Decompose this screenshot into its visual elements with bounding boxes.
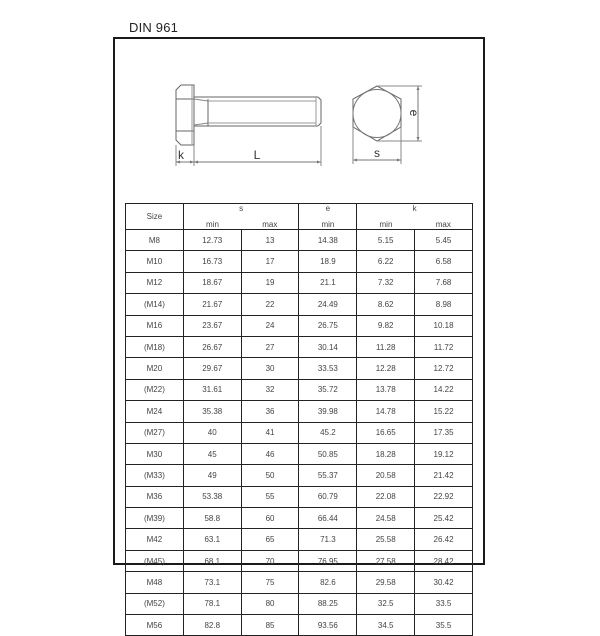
cell-size: M48 [126, 572, 184, 593]
cell-size: (M33) [126, 465, 184, 486]
table-header-row-1 [126, 204, 473, 218]
cell-s-min: 58.8 [183, 508, 241, 529]
cell-s-max: 19 [241, 272, 299, 293]
cell-k-min: 8.62 [357, 294, 415, 315]
cell-e-min: 60.79 [299, 486, 357, 507]
cell-k-min: 32.5 [357, 593, 415, 614]
cell-size: M36 [126, 486, 184, 507]
cell-k-min: 14.78 [357, 401, 415, 422]
cell-s-min: 35.38 [183, 401, 241, 422]
cell-k-min: 27.58 [357, 550, 415, 571]
header-s-min: min [183, 217, 241, 230]
table-row [126, 379, 473, 400]
cell-e-min: 21.1 [299, 272, 357, 293]
cell-s-max: 41 [241, 422, 299, 443]
header-k-min: min [357, 217, 415, 230]
cell-s-min: 68.1 [183, 550, 241, 571]
cell-k-max: 35.5 [435, 620, 452, 630]
table-row [126, 315, 473, 336]
table-row [126, 251, 473, 272]
cell-e-min: 45.2 [299, 422, 357, 443]
cell-e-min: 50.85 [299, 443, 357, 464]
cell-s-min: 18.67 [183, 272, 241, 293]
cell-e-min: 39.98 [299, 401, 357, 422]
cell-k-max: 6.58 [415, 251, 473, 272]
cell-s-min: 29.67 [183, 358, 241, 379]
cell-size: (M18) [126, 336, 184, 357]
header-k: k [412, 204, 417, 213]
table-row [126, 230, 473, 251]
cell-size: M8 [126, 230, 184, 251]
cell-k-max: 30.42 [415, 572, 473, 593]
cell-e-min: 18.9 [299, 251, 357, 272]
cell-s-min: 16.73 [183, 251, 241, 272]
cell-size: M56 [126, 615, 184, 636]
cell-s-max: 60 [241, 508, 299, 529]
cell-s-max: 27 [241, 336, 299, 357]
header-e: e [299, 204, 357, 218]
cell-k-max: 25.42 [415, 508, 473, 529]
table-row [126, 294, 473, 315]
cell-s-min: 49 [183, 465, 241, 486]
cell-e-min: 88.25 [299, 593, 357, 614]
cell-size: M42 [126, 529, 184, 550]
table-row [126, 358, 473, 379]
cell-s-min: 40 [183, 422, 241, 443]
cell-s-min: 45 [183, 443, 241, 464]
table-row [126, 401, 473, 422]
cell-size: M12 [126, 272, 184, 293]
cell-s-max: 17 [241, 251, 299, 272]
cell-k-min: 24.58 [357, 508, 415, 529]
cell-k-max: 11.72 [415, 336, 473, 357]
cell-k-max: 15.22 [415, 401, 473, 422]
table-row [126, 422, 473, 443]
cell-k-min: 7.32 [357, 272, 415, 293]
cell-e-min: 14.38 [299, 230, 357, 251]
cell-s-max: 22 [241, 294, 299, 315]
table-row [126, 465, 473, 486]
table-row [126, 486, 473, 507]
cell-k-max: 33.5 [415, 593, 473, 614]
cell-s-min: 53.38 [183, 486, 241, 507]
cell-s-min: 73.1 [183, 572, 241, 593]
technical-drawing [0, 0, 600, 200]
cell-s-max: 46 [241, 443, 299, 464]
cell-k-max: 10.18 [415, 315, 473, 336]
cell-e-min: 76.95 [299, 550, 357, 571]
bolt-side-view [176, 85, 321, 166]
table-row [126, 508, 473, 529]
cell-k-max: 28.42 [415, 550, 473, 571]
header-e-min: min [299, 217, 357, 230]
table-row [126, 593, 473, 614]
cell-s-max: 70 [241, 550, 299, 571]
cell-size: (M45) [126, 550, 184, 571]
cell-s-min: 23.67 [183, 315, 241, 336]
cell-s-max: 13 [241, 230, 299, 251]
cell-s-min: 82.8 [183, 615, 241, 636]
cell-e-min: 66.44 [299, 508, 357, 529]
table-row [126, 529, 473, 550]
cell-k-min: 22.08 [357, 486, 415, 507]
cell-k-max: 22.92 [415, 486, 473, 507]
cell-k-min: 16.65 [357, 422, 415, 443]
bolt-end-view [353, 86, 422, 164]
dim-s-label: s [374, 146, 380, 160]
header-size: Size [126, 204, 184, 230]
cell-k-min: 11.28 [357, 336, 415, 357]
chamfer-circle [353, 90, 401, 138]
table-row [126, 550, 473, 571]
cell-e-min: 35.72 [299, 379, 357, 400]
cell-s-max: 32 [241, 379, 299, 400]
cell-s-min: 12.73 [183, 230, 241, 251]
cell-size: M20 [126, 358, 184, 379]
cell-size: (M14) [126, 294, 184, 315]
cell-k-max: 21.42 [415, 465, 473, 486]
cell-k-min: 9.82 [357, 315, 415, 336]
cell-s-max: 50 [241, 465, 299, 486]
cell-k-min: 5.15 [357, 230, 415, 251]
cell-size: M16 [126, 315, 184, 336]
header-k-max: max [415, 217, 473, 230]
cell-k-min: 12.28 [357, 358, 415, 379]
cell-e-min: 71.3 [299, 529, 357, 550]
cell-k-min: 34.5 [357, 615, 415, 636]
cell-k-max: 12.72 [415, 358, 473, 379]
header-s-max: max [241, 217, 299, 230]
cell-k-max: 17.35 [415, 422, 473, 443]
dim-L-label: L [253, 148, 261, 162]
cell-size: M10 [126, 251, 184, 272]
cell-size: (M39) [126, 508, 184, 529]
cell-s-min: 26.67 [183, 336, 241, 357]
dim-k-label: k [178, 148, 184, 162]
cell-s-max: 24 [241, 315, 299, 336]
cell-k-max: 19.12 [415, 443, 473, 464]
cell-k-max: 7.68 [415, 272, 473, 293]
table-row [126, 615, 473, 636]
cell-k-max: 26.42 [415, 529, 473, 550]
cell-s-max: 85 [241, 615, 299, 636]
cell-k-min: 20.58 [357, 465, 415, 486]
document-title: DIN 961 [129, 20, 179, 35]
cell-e-min: 82.6 [299, 572, 357, 593]
cell-s-min: 31.61 [183, 379, 241, 400]
cell-e-min: 26.75 [299, 315, 357, 336]
cell-size: M30 [126, 443, 184, 464]
dimensions-table [125, 203, 473, 636]
cell-e-min: 93.56 [299, 615, 357, 636]
bolt-head [176, 85, 194, 145]
cell-k-min: 6.22 [357, 251, 415, 272]
table-row [126, 272, 473, 293]
cell-k-min: 25.58 [357, 529, 415, 550]
cell-e-min: 30.14 [299, 336, 357, 357]
cell-k-min: 13.78 [357, 379, 415, 400]
cell-k-min: 29.58 [357, 572, 415, 593]
cell-k-max: 8.98 [415, 294, 473, 315]
dim-e-label: e [407, 109, 421, 117]
table-row [126, 336, 473, 357]
cell-s-max: 30 [241, 358, 299, 379]
cell-size: (M52) [126, 593, 184, 614]
table-row [126, 572, 473, 593]
cell-e-min: 24.49 [299, 294, 357, 315]
cell-s-max: 65 [241, 529, 299, 550]
cell-k-max: 5.45 [415, 230, 473, 251]
cell-size: M24 [126, 401, 184, 422]
cell-size: (M27) [126, 422, 184, 443]
hexagon-outline [353, 86, 401, 141]
cell-s-max: 75 [241, 572, 299, 593]
cell-e-min: 33.53 [299, 358, 357, 379]
table-row [126, 443, 473, 464]
cell-s-max: 55 [241, 486, 299, 507]
cell-k-min: 18.28 [357, 443, 415, 464]
cell-e-min: 55.37 [299, 465, 357, 486]
cell-s-max: 36 [241, 401, 299, 422]
cell-s-min: 21.67 [183, 294, 241, 315]
header-s: s [183, 204, 299, 218]
cell-k-max: 14.22 [415, 379, 473, 400]
cell-s-max: 80 [241, 593, 299, 614]
cell-s-min: 78.1 [183, 593, 241, 614]
cell-size: (M22) [126, 379, 184, 400]
cell-s-min: 63.1 [183, 529, 241, 550]
